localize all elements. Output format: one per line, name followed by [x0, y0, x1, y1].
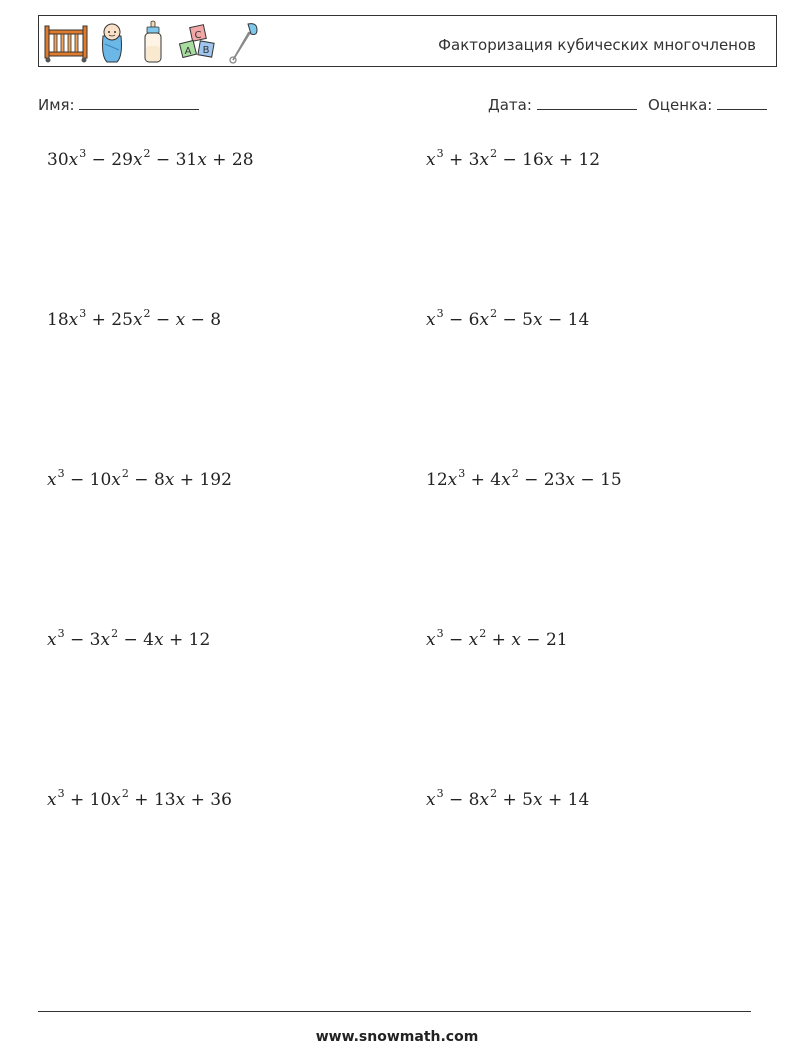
term	[426, 627, 444, 650]
swaddled-baby-icon	[97, 20, 127, 64]
date-field[interactable]	[488, 95, 637, 114]
variable: x	[479, 310, 490, 330]
term	[47, 787, 65, 810]
problem-9	[47, 787, 232, 810]
variable: x	[426, 790, 436, 810]
term: − $6x^2$	[443, 307, 498, 330]
problem-2	[426, 147, 601, 170]
term: − $10x^2$	[64, 467, 129, 490]
exponent: 3	[436, 307, 444, 320]
variable: x	[468, 630, 479, 650]
variable: x	[447, 470, 458, 490]
variable: x	[426, 310, 436, 330]
term: − 31x	[150, 150, 207, 170]
exponent: 3	[57, 467, 65, 480]
term: + $3x^2$	[443, 147, 498, 170]
exponent: 3	[436, 147, 444, 160]
term: − 15	[575, 470, 622, 490]
exponent: 3	[79, 147, 87, 160]
term	[47, 467, 65, 490]
variable: x	[47, 630, 57, 650]
term: $12x^3$	[426, 467, 466, 490]
term: − $3x^2$	[64, 627, 119, 650]
term: + $4x^2$	[465, 467, 519, 490]
exponent: 3	[436, 787, 444, 800]
term: − 8x	[128, 470, 175, 490]
term: − 16x	[497, 150, 554, 170]
crib-icon	[43, 20, 89, 64]
exponent: 3	[57, 627, 65, 640]
grade-label: Оценка:	[648, 96, 713, 114]
exponent: 3	[458, 467, 466, 480]
problem-6	[426, 467, 622, 490]
variable: x	[47, 790, 57, 810]
variable: x	[132, 310, 143, 330]
variable: x	[68, 310, 79, 330]
exponent: 2	[121, 787, 129, 800]
term: − $8x^2$	[443, 787, 498, 810]
grade-line[interactable]	[717, 95, 767, 110]
term: + 28	[206, 150, 254, 170]
term: − 8	[185, 310, 222, 330]
term: − 21	[520, 630, 568, 650]
term: + 12	[553, 150, 601, 170]
term: $30x^3$	[47, 147, 87, 170]
variable: x	[111, 790, 121, 810]
date-line[interactable]	[537, 95, 637, 110]
term: + 13x	[128, 790, 186, 810]
variable: x	[153, 630, 164, 650]
term	[426, 787, 444, 810]
variable: x	[543, 150, 554, 170]
variable: x	[532, 310, 543, 330]
term: $18x^3$	[47, 307, 87, 330]
variable: x	[426, 150, 436, 170]
variable: x	[100, 630, 111, 650]
term: − $29x^2$	[86, 147, 151, 170]
term: + 5x	[497, 790, 543, 810]
exponent: 3	[79, 307, 87, 320]
variable: x	[511, 630, 521, 650]
variable: x	[132, 150, 143, 170]
term: − $x^2$	[443, 627, 487, 650]
worksheet-header	[38, 15, 777, 67]
problem-4	[426, 307, 590, 330]
exponent: 2	[121, 467, 129, 480]
term: − 4x	[118, 630, 164, 650]
block-letter-c: C	[194, 30, 202, 41]
term: + 12	[163, 630, 211, 650]
variable: x	[426, 630, 436, 650]
name-field[interactable]	[38, 95, 199, 114]
term	[426, 147, 444, 170]
variable: x	[565, 470, 576, 490]
block-letter-a: A	[184, 46, 192, 57]
footer-url[interactable]: www.snowmath.com	[315, 1029, 479, 1045]
problem-1	[47, 147, 254, 170]
footer-rule	[38, 1011, 751, 1012]
safety-pin-icon	[227, 20, 261, 64]
exponent: 2	[143, 147, 151, 160]
term	[426, 307, 444, 330]
problem-10	[426, 787, 590, 810]
term: + 36	[185, 790, 232, 810]
exponent: 2	[490, 787, 498, 800]
exponent: 2	[111, 627, 119, 640]
problem-8	[426, 627, 568, 650]
exponent: 3	[436, 627, 444, 640]
term: − 5x	[497, 310, 543, 330]
problem-7	[47, 627, 211, 650]
term: + 14	[542, 790, 590, 810]
variable: x	[479, 790, 490, 810]
term: − 14	[542, 310, 590, 330]
variable: x	[479, 150, 490, 170]
grade-field[interactable]	[648, 95, 767, 114]
baby-bottle-icon	[141, 20, 165, 64]
date-label: Дата:	[488, 96, 532, 114]
exponent: 2	[479, 627, 487, 640]
variable: x	[164, 470, 175, 490]
variable: x	[532, 790, 543, 810]
exponent: 2	[143, 307, 151, 320]
term	[47, 627, 65, 650]
variable: x	[47, 470, 57, 490]
variable: x	[111, 470, 121, 490]
term: + $25x^2$	[86, 307, 151, 330]
variable: x	[175, 790, 186, 810]
exponent: 2	[490, 147, 498, 160]
variable: x	[501, 470, 511, 490]
exponent: 2	[490, 307, 498, 320]
worksheet-title: Факторизация кубических многочленов	[438, 36, 756, 54]
problem-3	[47, 307, 222, 330]
term: − x	[150, 310, 186, 330]
abc-blocks-icon	[177, 20, 221, 64]
term: + 192	[174, 470, 232, 490]
variable: x	[175, 310, 186, 330]
problem-5	[47, 467, 232, 490]
exponent: 2	[511, 467, 519, 480]
name-line[interactable]	[79, 95, 199, 110]
exponent: 3	[57, 787, 65, 800]
term: + $10x^2$	[64, 787, 129, 810]
term: − 23x	[518, 470, 576, 490]
name-label: Имя:	[38, 96, 75, 114]
variable: x	[197, 150, 207, 170]
variable: x	[68, 150, 79, 170]
block-letter-b: B	[202, 45, 210, 56]
term: + x	[486, 630, 521, 650]
